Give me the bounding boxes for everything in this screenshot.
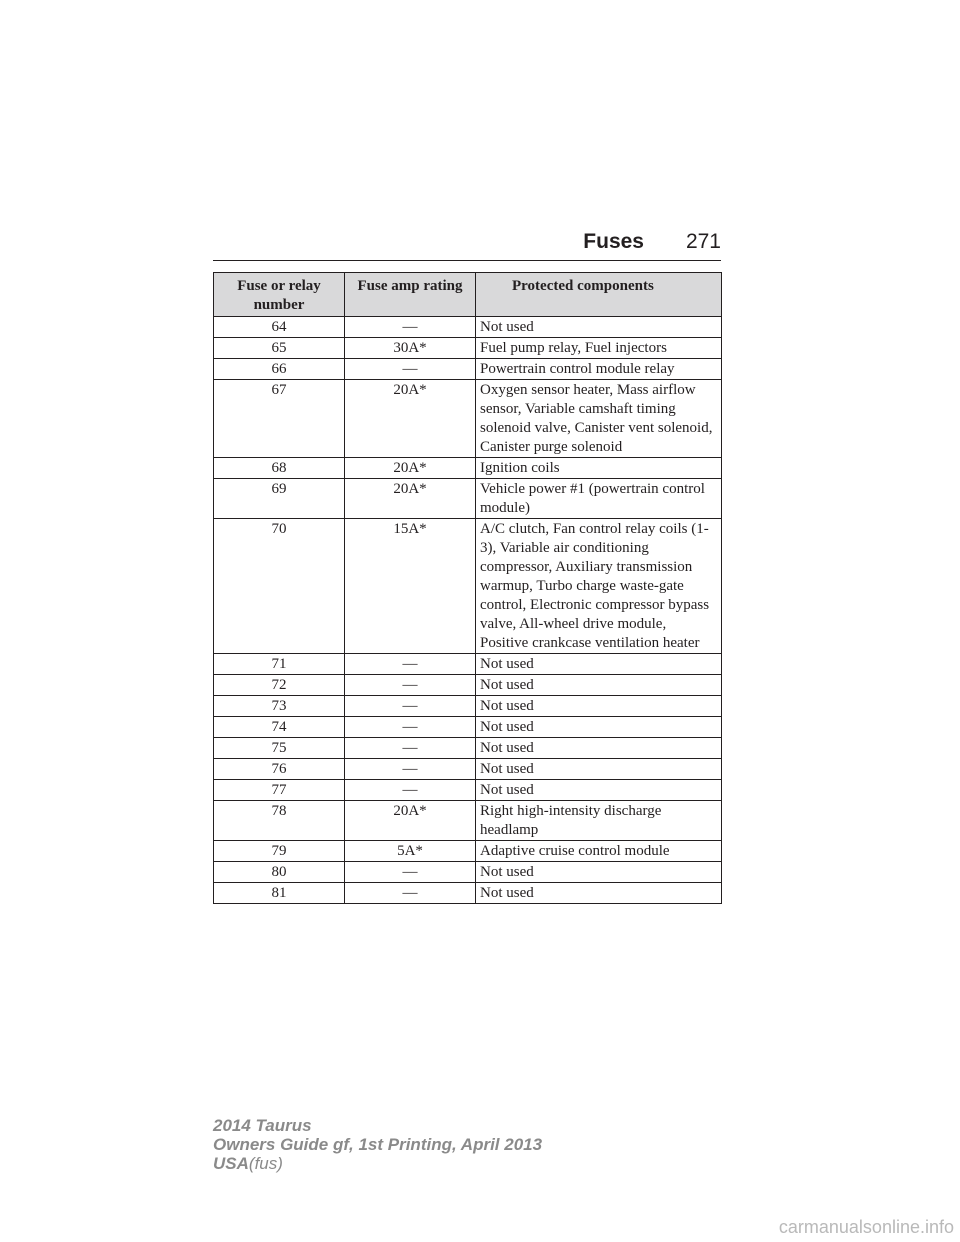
protected-components-cell: Ignition coils bbox=[476, 458, 722, 479]
watermark: carmanualsonline.info bbox=[778, 1217, 954, 1237]
amp-rating-cell: — bbox=[345, 317, 476, 338]
table-row bbox=[214, 841, 722, 862]
page-header bbox=[213, 226, 721, 261]
table-row bbox=[214, 759, 722, 780]
table-row bbox=[214, 883, 722, 904]
amp-rating-cell: 5A* bbox=[345, 841, 476, 862]
fuse-number-cell: 70 bbox=[214, 519, 345, 654]
fuse-number-cell: 80 bbox=[214, 862, 345, 883]
table-row bbox=[214, 359, 722, 380]
fuse-number-cell: 78 bbox=[214, 801, 345, 841]
amp-rating-cell: — bbox=[345, 696, 476, 717]
fuse-number-cell: 73 bbox=[214, 696, 345, 717]
table-row bbox=[214, 801, 722, 841]
table-row bbox=[214, 338, 722, 359]
section-title: Fuses bbox=[583, 230, 644, 253]
table-row bbox=[214, 654, 722, 675]
page-number: 271 bbox=[685, 230, 721, 253]
fuse-number-cell: 76 bbox=[214, 759, 345, 780]
fuse-number-cell: 77 bbox=[214, 780, 345, 801]
protected-components-cell: Oxygen sensor heater, Mass airflow sensor, Variable camshaft timing solenoid valve, Canister vent solenoid, Canister purge solenoid bbox=[476, 380, 722, 458]
column-header-components: Protected components bbox=[476, 273, 722, 317]
protected-components-cell: Not used bbox=[476, 738, 722, 759]
table-row bbox=[214, 696, 722, 717]
table-row bbox=[214, 519, 722, 654]
fuse-number-cell: 67 bbox=[214, 380, 345, 458]
fuse-number-cell: 81 bbox=[214, 883, 345, 904]
table-row bbox=[214, 317, 722, 338]
amp-rating-cell: — bbox=[345, 759, 476, 780]
protected-components-cell: Not used bbox=[476, 862, 722, 883]
table-row bbox=[214, 780, 722, 801]
amp-rating-cell: 15A* bbox=[345, 519, 476, 654]
amp-rating-cell: — bbox=[345, 359, 476, 380]
column-header-number: Fuse or relay number bbox=[214, 273, 345, 317]
protected-components-cell: Not used bbox=[476, 654, 722, 675]
amp-rating-cell: 20A* bbox=[345, 380, 476, 458]
column-header-rating: Fuse amp rating bbox=[345, 273, 476, 317]
footer-region bbox=[213, 1154, 542, 1173]
table-row bbox=[214, 458, 722, 479]
fuse-number-cell: 66 bbox=[214, 359, 345, 380]
amp-rating-cell: 20A* bbox=[345, 479, 476, 519]
amp-rating-cell: — bbox=[345, 862, 476, 883]
fuse-number-cell: 64 bbox=[214, 317, 345, 338]
footer-region-suffix: (fus) bbox=[248, 1154, 283, 1173]
amp-rating-cell: — bbox=[345, 654, 476, 675]
table-row bbox=[214, 738, 722, 759]
table-row bbox=[214, 862, 722, 883]
fuse-number-cell: 71 bbox=[214, 654, 345, 675]
table-row bbox=[214, 479, 722, 519]
fuse-number-cell: 69 bbox=[214, 479, 345, 519]
amp-rating-cell: — bbox=[345, 675, 476, 696]
protected-components-cell: Vehicle power #1 (powertrain control module) bbox=[476, 479, 722, 519]
fuse-number-cell: 75 bbox=[214, 738, 345, 759]
document-footer bbox=[213, 1116, 542, 1173]
protected-components-cell: Not used bbox=[476, 675, 722, 696]
protected-components-cell: Adaptive cruise control module bbox=[476, 841, 722, 862]
table-header-row bbox=[214, 273, 722, 317]
amp-rating-cell: 30A* bbox=[345, 338, 476, 359]
protected-components-cell: Right high-intensity discharge headlamp bbox=[476, 801, 722, 841]
table-row bbox=[214, 717, 722, 738]
protected-components-cell: Fuel pump relay, Fuel injectors bbox=[476, 338, 722, 359]
fuse-number-cell: 68 bbox=[214, 458, 345, 479]
protected-components-cell: A/C clutch, Fan control relay coils (1-3), Variable air conditioning compressor, Auxiliary transmission warmup, Turbo charge waste-gate control, Electronic compressor bypass valve, All-wheel drive module, Positive crankcase ventilation heater bbox=[476, 519, 722, 654]
fuse-number-cell: 72 bbox=[214, 675, 345, 696]
fuse-table bbox=[213, 272, 722, 904]
protected-components-cell: Not used bbox=[476, 759, 722, 780]
protected-components-cell: Not used bbox=[476, 883, 722, 904]
footer-model: 2014 Taurus bbox=[213, 1116, 312, 1135]
amp-rating-cell: 20A* bbox=[345, 458, 476, 479]
protected-components-cell: Not used bbox=[476, 317, 722, 338]
protected-components-cell: Not used bbox=[476, 717, 722, 738]
amp-rating-cell: — bbox=[345, 738, 476, 759]
amp-rating-cell: — bbox=[345, 717, 476, 738]
amp-rating-cell: 20A* bbox=[345, 801, 476, 841]
fuse-number-cell: 74 bbox=[214, 717, 345, 738]
amp-rating-cell: — bbox=[345, 780, 476, 801]
table-row bbox=[214, 380, 722, 458]
protected-components-cell: Not used bbox=[476, 780, 722, 801]
footer-region-code: USA bbox=[213, 1154, 249, 1173]
protected-components-cell: Not used bbox=[476, 696, 722, 717]
table-row bbox=[214, 675, 722, 696]
table-body bbox=[214, 317, 722, 904]
fuse-number-cell: 79 bbox=[214, 841, 345, 862]
protected-components-cell: Powertrain control module relay bbox=[476, 359, 722, 380]
footer-edition: Owners Guide gf, 1st Printing, April 2013 bbox=[213, 1135, 543, 1154]
amp-rating-cell: — bbox=[345, 883, 476, 904]
fuse-number-cell: 65 bbox=[214, 338, 345, 359]
